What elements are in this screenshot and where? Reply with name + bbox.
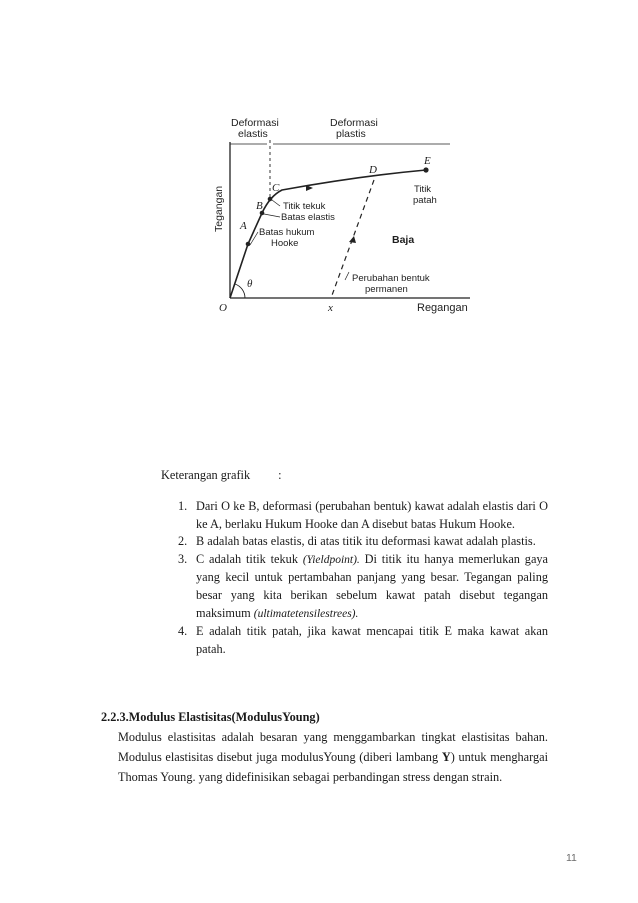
- legend-item-text: B adalah batas elastis, di atas titik itu deformasi kawat adalah plastis.: [196, 534, 536, 549]
- baja-label: Baja: [392, 234, 415, 246]
- titik-patah-label-1: Titik: [414, 184, 432, 195]
- ultimate-tensile-term: (ultimatetensilestrees).: [253, 607, 359, 620]
- legend-item: [178, 533, 548, 551]
- legend-heading-colon: :: [278, 468, 282, 482]
- batas-hooke-label-1: Batas hukum: [259, 227, 315, 238]
- legend-item: [178, 498, 548, 533]
- batas-hooke-label-2: Hooke: [271, 238, 299, 249]
- point-e-dot: [423, 167, 428, 172]
- section-text-after: ) untuk menghargai Thomas Young. yang didefinisikan sebagai perbandingan stress dengan strain.: [118, 750, 549, 784]
- point-d-label: D: [369, 164, 377, 176]
- x-point-label: x: [328, 302, 333, 314]
- section-heading: 2.2.3.Modulus Elastisitas(ModulusYoung): [101, 710, 320, 724]
- legend-heading: [161, 468, 282, 483]
- deformasi-plastis-label-2: plastis: [336, 128, 366, 140]
- point-e-label: E: [424, 155, 431, 167]
- pointer-batas-elastis: [264, 214, 280, 217]
- legend-item-text-middle: Di titik itu hanya memerlukan gaya yang kecil untuk pertambahan panjang yang besar. Tegangan paling besar yang kita berikan sebelum kawat patah disebut tegangan maksimum: [196, 551, 549, 620]
- deformasi-elastis-label-1: Deformasi: [231, 117, 279, 129]
- theta-label: θ: [247, 278, 253, 290]
- legend-item-number: 4.: [178, 624, 188, 639]
- theta-arc: [235, 284, 245, 298]
- point-c-label: C: [272, 182, 280, 194]
- legend-list: [178, 498, 548, 658]
- stress-strain-figure: [0, 0, 638, 330]
- pointer-titik-tekuk: [272, 200, 280, 206]
- legend-item-number: 2.: [178, 534, 188, 549]
- deformasi-elastis-label-2: elastis: [238, 128, 268, 140]
- titik-tekuk-label: Titik tekuk: [283, 201, 326, 212]
- section-text-before: Modulus elastisitas adalah besaran yang menggambarkan tingkat elastisitas bahan. Modulus elastisitas disebut juga modulusYoung (diberi lambang: [118, 730, 548, 764]
- unload-arrow-icon: [349, 236, 356, 243]
- titik-patah-label-2: patah: [413, 195, 437, 206]
- point-c-dot: [268, 197, 273, 202]
- legend-item-text-before: C adalah titik tekuk: [196, 551, 298, 566]
- young-symbol: Y: [441, 750, 451, 764]
- pointer-perubahan: [345, 272, 349, 280]
- perubahan-label-2: permanen: [365, 284, 408, 295]
- yieldpoint-term: (Yieldpoint).: [302, 553, 360, 566]
- perubahan-label-1: Perubahan bentuk: [352, 273, 430, 284]
- point-a-label: A: [240, 220, 247, 232]
- legend-item-number: 1.: [178, 499, 188, 513]
- y-axis-label: Tegangan: [213, 185, 225, 232]
- deformasi-plastis-label-1: Deformasi: [330, 117, 378, 129]
- page-number: 11: [566, 852, 577, 864]
- legend-item: [178, 551, 548, 623]
- point-a-dot: [246, 242, 251, 247]
- legend-item: [178, 623, 548, 658]
- legend-item-text: Dari O ke B, deformasi (perubahan bentuk) kawat adalah elastis dari O ke A, berlaku Hukum Hooke dan A disebut batas Hukum Hooke.: [196, 499, 548, 531]
- section-paragraph: [118, 727, 548, 787]
- point-b-label: B: [256, 200, 263, 212]
- batas-elastis-label: Batas elastis: [281, 212, 335, 223]
- x-axis-label: Regangan: [417, 302, 468, 314]
- origin-label: O: [219, 302, 227, 314]
- legend-item-text: E adalah titik patah, jika kawat mencapai titik E maka kawat akan patah.: [196, 624, 548, 656]
- legend-item-number: 3.: [178, 551, 188, 566]
- legend-heading-text: Keterangan grafik: [161, 468, 251, 482]
